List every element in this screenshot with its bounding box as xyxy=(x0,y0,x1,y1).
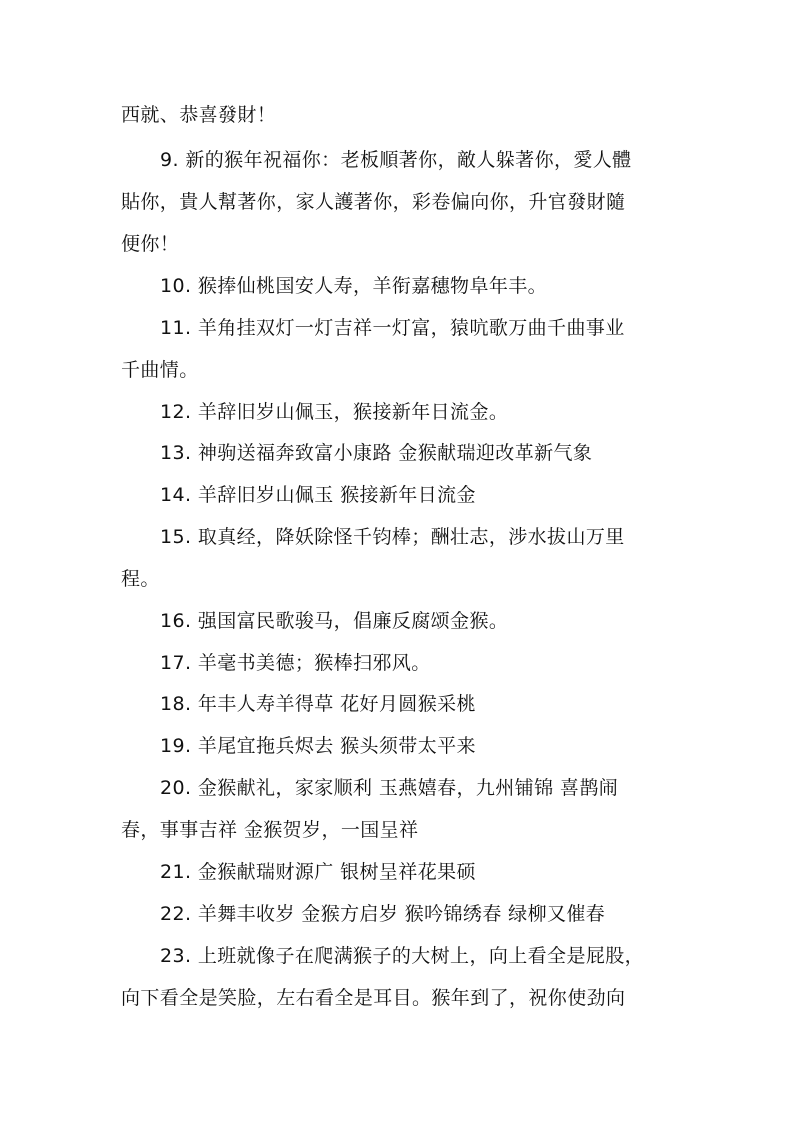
text-line: 西就、恭喜發財！ xyxy=(121,104,277,126)
list-item-12: 12. 羊辞旧岁山佩玉，猴接新年日流金。 xyxy=(160,401,509,423)
text-line: 千曲情。 xyxy=(121,359,199,381)
list-item-19: 19. 羊尾宜拖兵烬去 猴头须带太平来 xyxy=(160,735,476,757)
list-item-20: 20. 金猴献礼，家家顺利 玉燕嬉春，九州铺锦 喜鹊闹 xyxy=(160,777,619,799)
list-item-9: 9. 新的猴年祝福你：老板順著你，敵人躲著你，愛人體 xyxy=(160,149,632,171)
list-item-14: 14. 羊辞旧岁山佩玉 猴接新年日流金 xyxy=(160,484,476,506)
text-line: 向下看全是笑脸，左右看全是耳目。猴年到了，祝你使劲向 xyxy=(121,987,626,1009)
list-item-15: 15. 取真经，降妖除怪千钧棒；酬壮志，涉水拔山万里 xyxy=(160,526,625,548)
list-item-17: 17. 羊毫书美德；猴棒扫邪风。 xyxy=(160,652,431,674)
text-line: 程。 xyxy=(121,568,160,590)
list-item-23: 23. 上班就像子在爬满猴子的大树上，向上看全是屁股， xyxy=(160,945,645,967)
list-item-10: 10. 猴捧仙桃国安人寿，羊衔嘉穗物阜年丰。 xyxy=(160,275,548,297)
list-item-18: 18. 年丰人寿羊得草 花好月圆猴采桃 xyxy=(160,693,476,715)
text-line: 貼你，貴人幫著你，家人護著你，彩卷偏向你，升官發財隨 xyxy=(121,191,626,213)
list-item-21: 21. 金猴献瑞财源广 银树呈祥花果硕 xyxy=(160,861,476,883)
list-item-16: 16. 强国富民歌骏马，倡廉反腐颂金猴。 xyxy=(160,610,509,632)
text-line: 便你！ xyxy=(121,233,180,255)
list-item-13: 13. 神驹送福奔致富小康路 金猴献瑞迎改革新气象 xyxy=(160,442,593,464)
list-item-22: 22. 羊舞丰收岁 金猴方启岁 猴吟锦绣春 绿柳又催春 xyxy=(160,903,606,925)
text-line: 春，事事吉祥 金猴贺岁，一国呈祥 xyxy=(121,819,419,841)
list-item-11: 11. 羊角挂双灯一灯吉祥一灯富，猿吭歌万曲千曲事业 xyxy=(160,317,625,339)
